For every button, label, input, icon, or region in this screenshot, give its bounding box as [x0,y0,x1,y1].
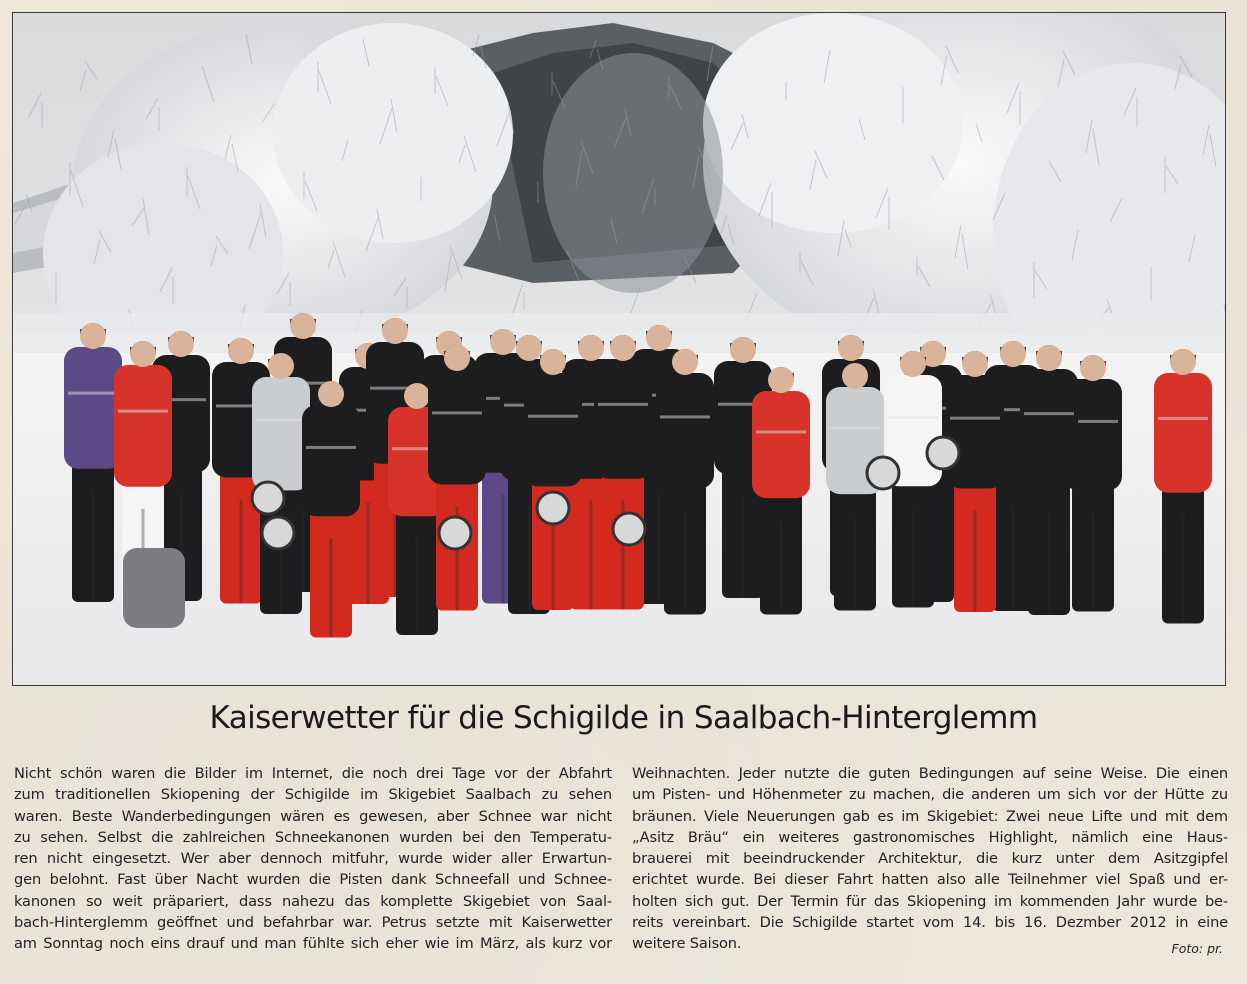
person-figure [428,345,486,611]
body-line: gen belohnt. Fast über Nacht wurden die Pisten dank Schneefall und Schnee- [14,871,612,889]
body-line: Nicht schön waren die Bilder im Internet, die noch drei Tage vor der Abfahrt [14,765,612,782]
person-head [80,323,106,349]
person-head [290,313,316,339]
body-line: holten sich gut. Der Termin für das Skiopening im kommenden Jahr wurde be- [632,892,1228,910]
person-leg-gap [974,510,977,612]
body-line: „Asitz Bräu“ ein weiteres gastronomisches Highlight, nämlich eine Haus- [632,828,1228,846]
person-head [610,335,636,361]
person-head [1000,341,1026,367]
person-leg-gap [330,538,333,637]
body-line: bräunen. Viele Neuerungen gab es im Skigebiet: Zwei neue Lifte und mit dem [632,807,1228,825]
person-jacket [524,373,582,486]
body-line: kanonen so weit präpariert, dass nahezu das komplette Skigebiet von Saal- [14,892,612,910]
person-figure [1154,349,1212,624]
person-leg-gap [780,520,783,614]
ski-helmet [867,457,899,489]
body-line: reits vereinbart. Die Schigilde startet vom 14. bis 16. Dezmber 2012 in eine [632,914,1228,932]
body-line: brauerei mit beeindruckender Architektur, die kurz unter dem Asitzgipfel [632,850,1228,868]
person-head [516,335,542,361]
person-head [382,318,408,344]
ski-helmet [537,492,569,524]
person-figure [302,381,360,638]
person-head [228,338,254,364]
body-line: waren. Beste Wanderbedingungen wären es gewesen, aber Schnee war nicht [14,807,612,825]
person-head [268,353,294,379]
person-leg-gap [854,516,857,610]
person-head [672,349,698,375]
person-leg-gap [912,508,915,607]
body-line: weitere Saison. [632,935,742,953]
person-jacket [594,359,652,479]
person-jacket-stripe [830,426,880,429]
person-leg-gap [1012,505,1015,611]
article-headline: Kaiserwetter für die Schigilde in Saalbach-Hinterglemm [209,700,1038,736]
person-head [130,341,156,367]
person-figure [594,335,652,610]
body-line: Weihnachten. Jeder nutzte die guten Bedingungen auf seine Weise. Die einen [632,765,1228,782]
person-head [730,337,756,363]
person-head [168,331,194,357]
article-body-right-column [632,763,1228,955]
ski-helmet [927,437,959,469]
person-leg-gap [684,511,687,615]
person-head [318,381,344,407]
person-leg-gap [367,502,370,604]
person-jacket [114,365,172,487]
person-leg-gap [528,503,531,614]
person-jacket-stripe [1024,412,1074,415]
person-jacket-stripe [888,416,938,419]
person-figure [946,351,1004,612]
ski-helmet [613,513,645,545]
person-leg-gap [590,501,593,610]
article-body-left-column [14,763,612,955]
person-jacket-stripe [432,411,482,414]
person-jacket-stripe [118,410,168,413]
person-leg-gap [416,538,419,635]
person-figure [524,349,582,610]
ski-helmet [262,517,294,549]
photo-credit: Foto: pr. [1171,941,1223,956]
body-line: zum traditionellen Skiopening der Schigilde im Skigebiet Saalbach zu sehen [14,786,612,804]
person-head [540,349,566,375]
person-head [962,351,988,377]
person-jacket-stripe [306,446,356,449]
person-figure [656,349,714,615]
person-head [444,345,470,371]
person-jacket-stripe [528,415,578,418]
person-jacket [946,375,1004,488]
backpack [123,548,185,628]
person-jacket-stripe [598,403,648,406]
person-figure [64,323,122,602]
person-jacket-stripe [950,417,1000,420]
person-leg-gap [742,496,745,598]
person-head [646,325,672,351]
person-jacket-stripe [660,415,710,418]
person-head [404,383,430,409]
person-jacket [752,391,810,498]
body-line: bach-Hinterglemm geöffnet und befahrbar war. Petrus setzte mit Kaiserwetter [14,914,612,932]
person-jacket [1154,373,1212,493]
person-figure [1020,345,1078,615]
person-leg-gap [1182,515,1185,624]
body-line: zu sehen. Selbst die zahlreichen Schneekanonen wurden bei den Temperatu- [14,828,612,846]
person-leg-gap [240,500,243,604]
ski-helmet [252,482,284,514]
person-head [578,335,604,361]
person-jacket [302,405,360,516]
group-photo-illustration [13,13,1225,685]
person-head [768,367,794,393]
person-figure [752,367,810,615]
article-photo [12,12,1226,686]
person-head [1170,349,1196,375]
person-jacket-stripe [756,430,806,433]
person-jacket [656,373,714,489]
person-jacket-stripe [256,419,306,422]
body-line: erichtet wurde. Bei dieser Fahrt hatten also alle Teilnehmer viel Spaß und er- [632,871,1228,889]
person-leg-gap [658,493,661,604]
person-jacket-stripe [68,392,118,395]
ski-helmet [439,517,471,549]
person-head [490,329,516,355]
person-jacket-stripe [1158,417,1208,420]
person-jacket [1020,369,1078,487]
body-line: um Pisten- und Höhenmeter zu machen, die anderen um sich vor der Hütte zu [632,786,1228,804]
person-leg-gap [1048,509,1051,615]
person-head [1036,345,1062,371]
person-head [838,335,864,361]
person-jacket [252,377,310,490]
person-leg-gap [92,491,95,602]
person-leg-gap [1092,512,1095,611]
body-line: ren nicht eingesetzt. Wer aber dennoch mitfuhr, wurde wider aller Erwartun- [14,850,612,868]
person-head [1080,355,1106,381]
person-head [842,363,868,389]
person-jacket [64,347,122,469]
body-line: am Sonntag noch eins drauf und man fühlte sich eher wie im März, als kurz vor [14,935,612,953]
person-jacket [428,369,486,485]
person-head [900,351,926,377]
person-leg-gap [502,495,505,604]
